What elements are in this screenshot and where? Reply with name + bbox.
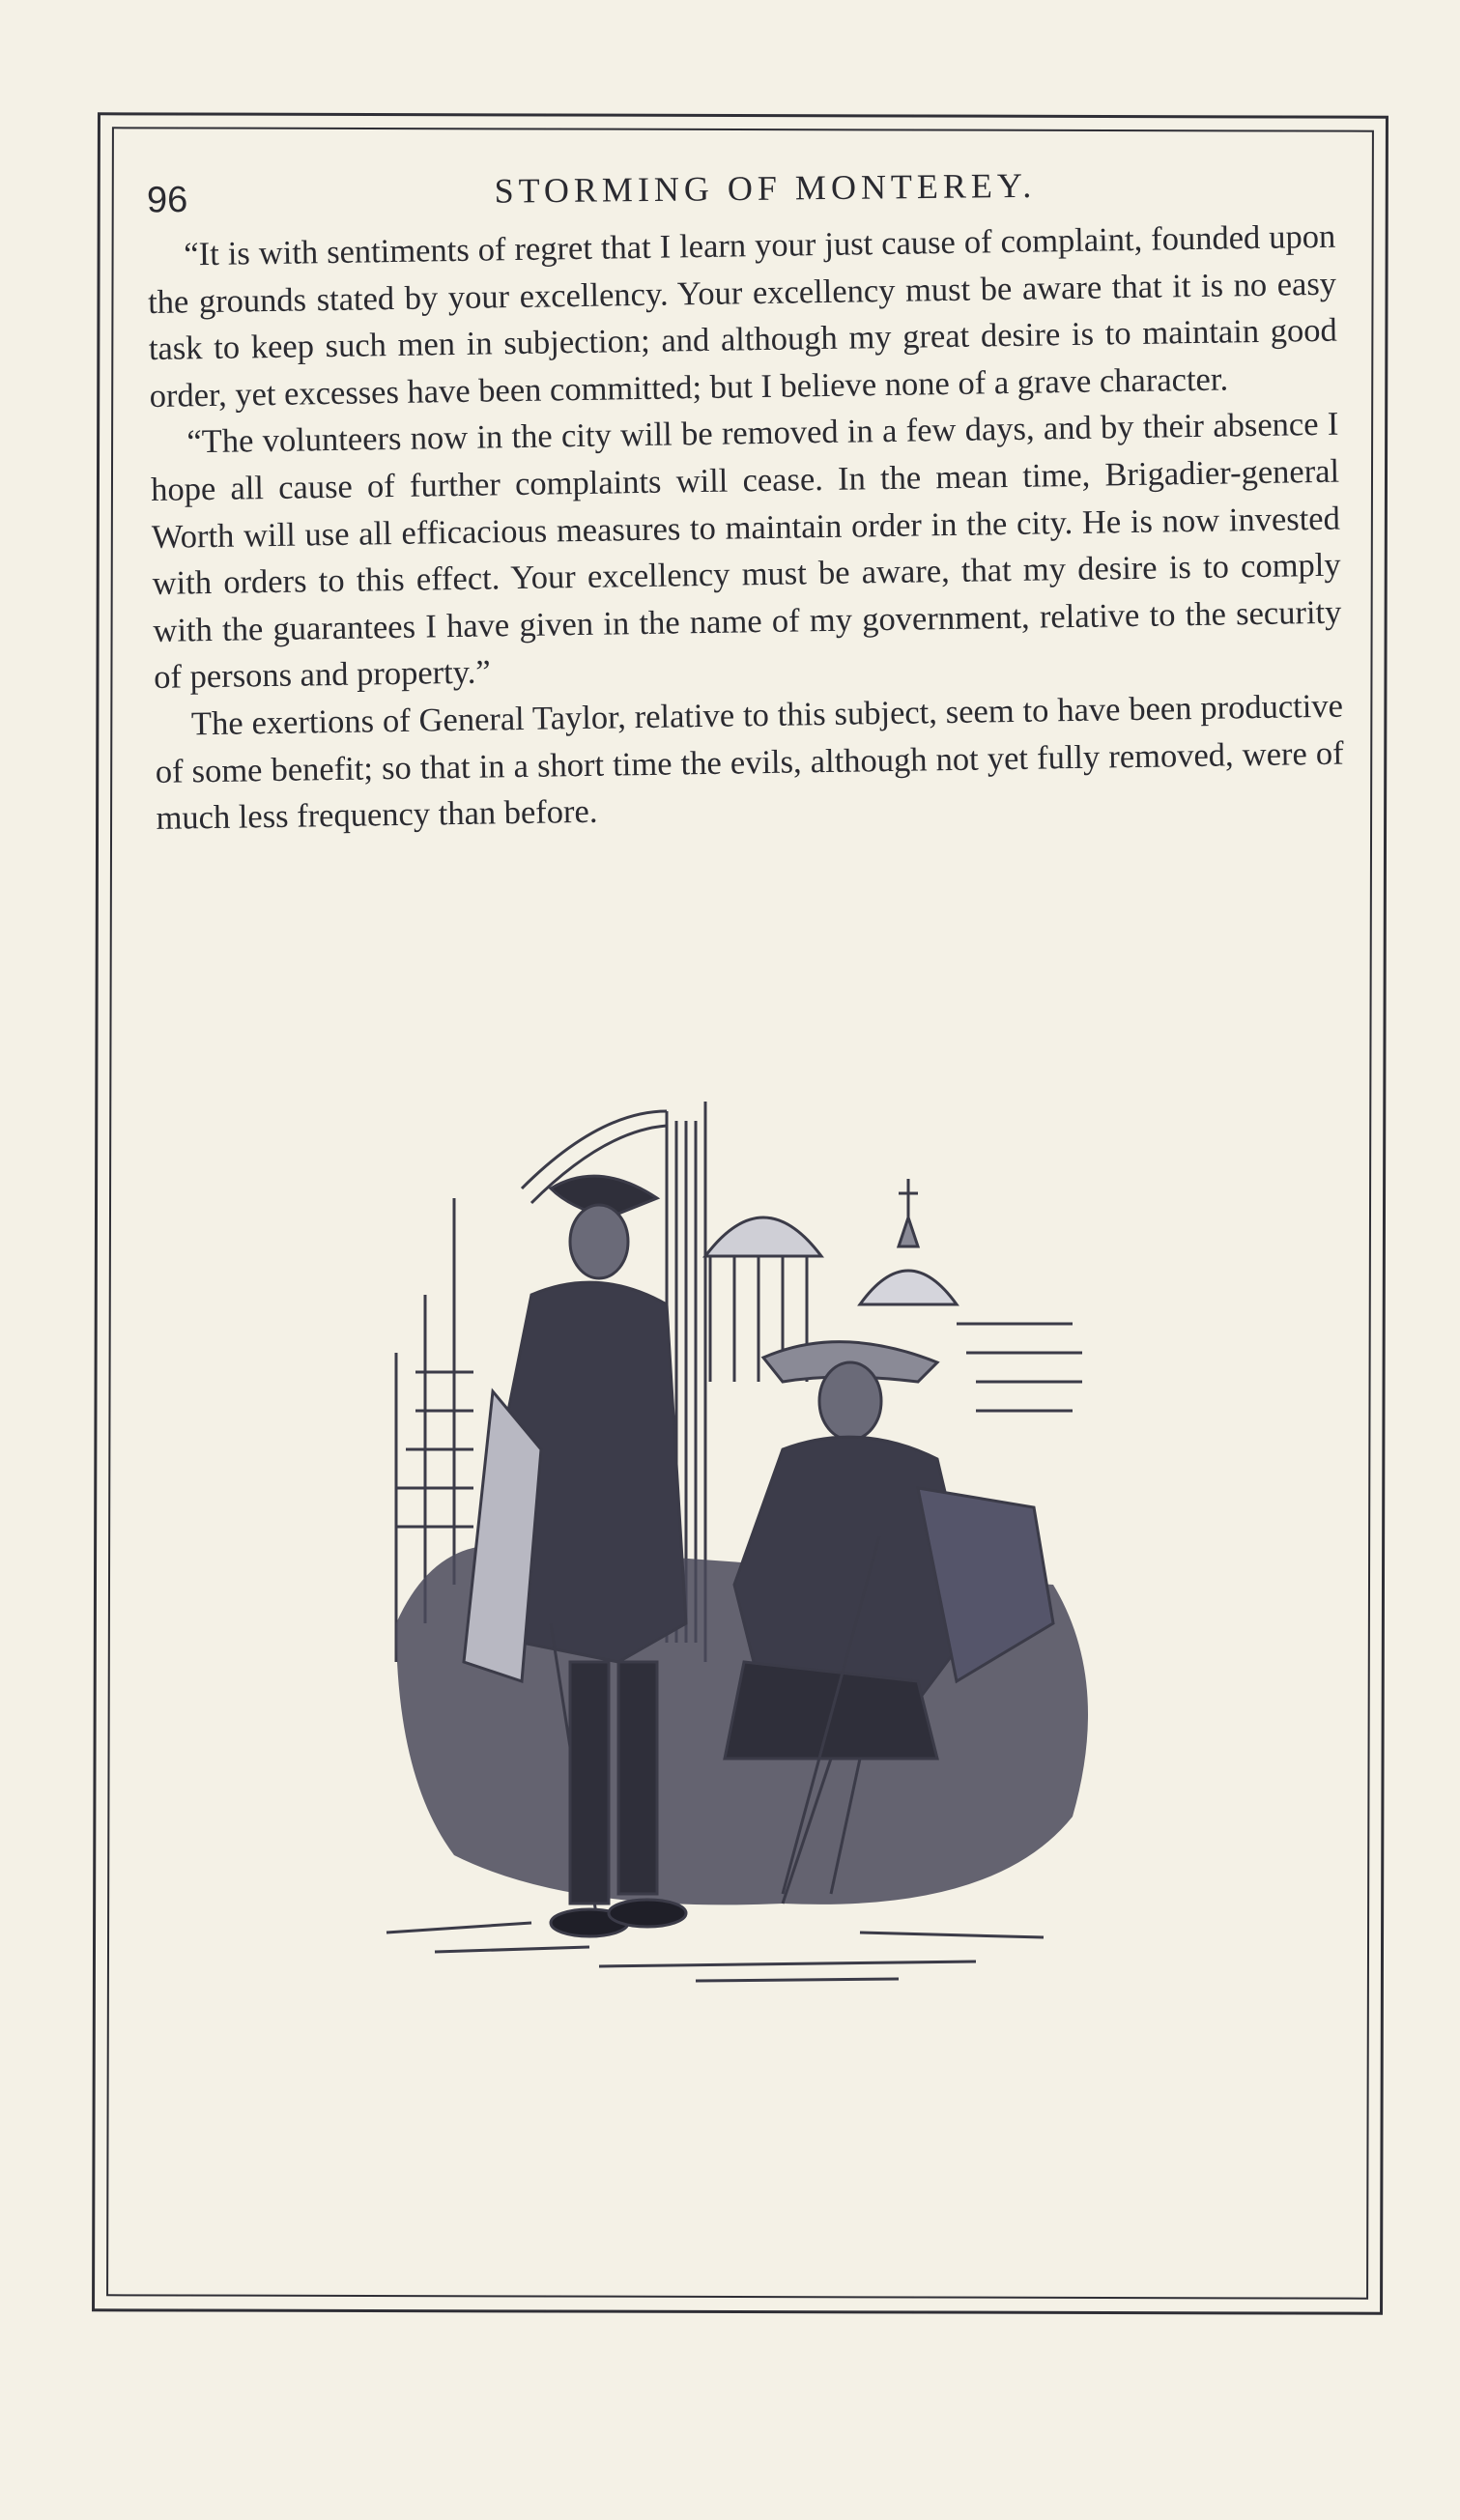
paragraph-2: “The volunteers now in the city will be removed in a few days, and by their absence I hope all cause of further complaints will cease. In the mean time, Brigadier-general Worth will use all efficacious measures to maintain order in the city. He is now invested with orders to this effect. Your excellency must be aware, that my desire is to comply with the guarantees I have given in the name of my government, relative to the security of persons and property.” bbox=[150, 406, 1342, 697]
page-number: 96 bbox=[146, 179, 188, 221]
body-text bbox=[147, 214, 1345, 843]
paragraph-3: The exertions of General Taylor, relative to this subject, seem to have been productive of some benefit; so that in a short time the evils, although not yet fully removed, were of much less frequency than before. bbox=[155, 687, 1344, 838]
running-title: STORMING OF MONTEREY. bbox=[494, 165, 1037, 211]
ground-lines bbox=[386, 1923, 1044, 1981]
paragraph-1: “It is with sentiments of regret that I learn your just cause of complaint, founded upon the grounds stated by your excellency. Your excellency must be aware that it is no easy task to keep such men in subjection; and although my great desire is to maintain good order, yet excesses have been committed; but I believe none of a grave character. bbox=[147, 217, 1338, 415]
engraving-two-men-seated bbox=[377, 1082, 1111, 2000]
